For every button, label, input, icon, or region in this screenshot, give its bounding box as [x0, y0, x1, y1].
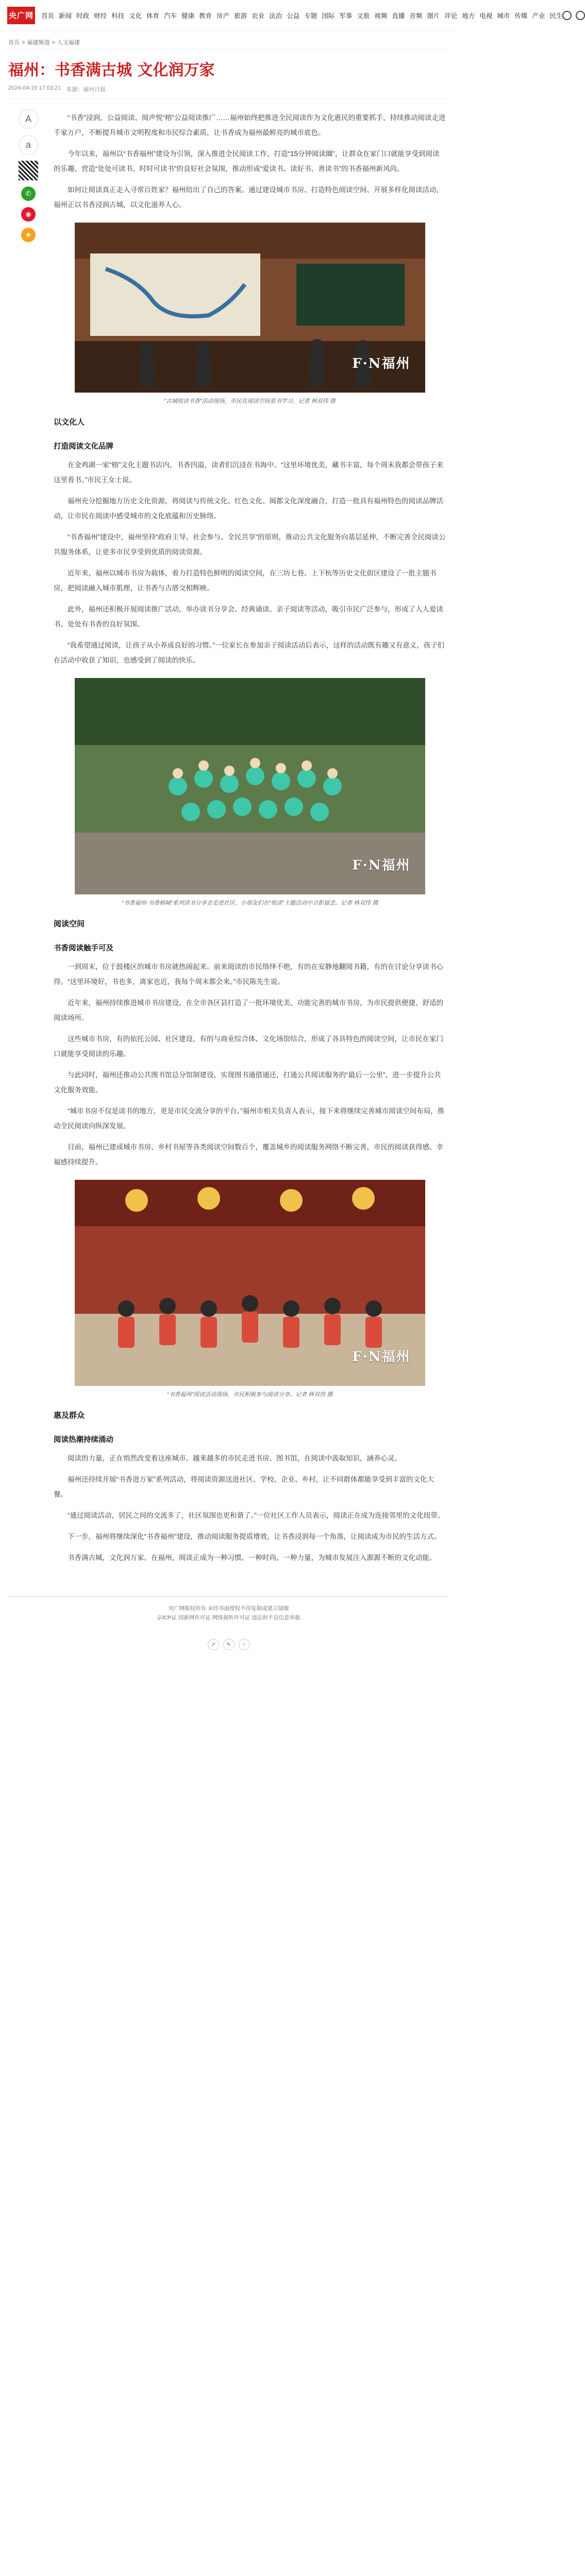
- site-header: [0, 0, 563, 31]
- nav-item[interactable]: 视频: [374, 12, 388, 20]
- nav-item[interactable]: 直播: [392, 12, 405, 20]
- article-paragraph: 福州还持续开展“书香进万家”系列活动，将阅读资源送进社区、学校、企业、乡村，让不同群体都能享受到丰富的文化大餐。: [54, 1476, 434, 1498]
- nav-item[interactable]: 地方: [462, 12, 475, 20]
- font-small-icon[interactable]: a: [19, 135, 38, 155]
- nav-item[interactable]: 图片: [427, 12, 440, 20]
- share-icon[interactable]: ↗: [208, 1639, 219, 1650]
- wechat-share-icon[interactable]: ✆: [21, 187, 36, 201]
- article-paragraph: 书香满古城，文化润万家。在福州，阅读正成为一种习惯、一种时尚、一种力量，为城市发展注入源源不断的文化动能。: [68, 1554, 437, 1562]
- nav-item[interactable]: 法治: [269, 12, 282, 20]
- bottom-share-bar: [8, 1630, 449, 1666]
- site-footer: [8, 1596, 449, 1630]
- nav-item[interactable]: 旅游: [234, 12, 247, 20]
- nav-item[interactable]: 评论: [444, 12, 458, 20]
- footer-copyright: 央广网版权所有 未经书面授权不得复制或建立镜像: [168, 1605, 289, 1612]
- article-paragraph: “书香”浸润，公益阅读、阅声悦“榕”公益阅读推广……福州始终把推进全民阅读作为文化惠民的重要抓手，持续推动阅读走进千家万户，不断提升城市文明程度和市民综合素质，让书香成为福州最鲜亮的城市底色。: [54, 114, 446, 137]
- nav-item[interactable]: 产业: [532, 12, 545, 20]
- article-photo-1: [75, 223, 425, 393]
- breadcrumb-item[interactable]: 福建频道: [27, 40, 50, 46]
- article-title: 福州：书香满古城 文化润万家: [8, 61, 215, 79]
- article-paragraph: 福州充分挖掘地方历史文化资源，将阅读与传统文化、红色文化、闽都文化深度融合，打造一批具有福州特色的阅读品牌活动，让市民在阅读中感受城市的文化底蕴和历史脉络。: [54, 497, 443, 520]
- nav-item[interactable]: 体育: [146, 12, 160, 20]
- article-date: 2024-04-19 17:03:21: [8, 85, 61, 91]
- nav-item[interactable]: 国际: [322, 12, 335, 20]
- main-nav: [41, 11, 562, 20]
- photo-caption-2: “书香福州·书香榕城”系列读书分享会走进社区，小朋友们在“悦读”主题活动中合影留念。记者 林双伟 摄: [121, 900, 378, 906]
- article-paragraph: “我希望通过阅读，让孩子从小养成良好的习惯。”一位家长在参加亲子阅读活动后表示，这样的活动既有趣又有意义，孩子们在活动中收获了知识，也感受到了阅读的快乐。: [54, 641, 445, 664]
- article-paragraph: 一到周末，位于鼓楼区的城市书房就热闹起来。前来阅读的市民络绎不绝，有的在安静地翻阅书籍，有的在讨论分享读书心得。“这里环境好，书也多，离家也近，我每个周末都会来。”市民陈先生说。: [54, 963, 443, 986]
- article-paragraph: 近年来，福州持续推进城市书房建设，在全市各区县打造了一批环境优美、功能完善的城市书房，为市民提供便捷、舒适的阅读场所。: [54, 999, 443, 1022]
- article-source: 福州日报: [83, 87, 106, 93]
- nav-item[interactable]: 文化: [129, 12, 142, 20]
- section-subhead-2: 书香阅读触手可及: [54, 944, 113, 953]
- section-title-2: 阅读空间: [54, 920, 85, 928]
- article-paragraph: 阅读的力量，正在悄然改变着这座城市。越来越多的市民走进书房、图书馆，在阅读中汲取知识，涵养心灵。: [68, 1454, 402, 1462]
- article-paragraph: “书香福州”建设中，福州坚持“政府主导、社会参与、全民共享”的原则，推动公共文化服务向基层延伸，不断完善全民阅读公共服务体系，让更多市民享受到优质的阅读资源。: [54, 533, 446, 556]
- site-logo[interactable]: [7, 7, 35, 24]
- section-subhead-1: 打造阅读文化品牌: [54, 443, 113, 451]
- section-title-3: 惠及群众: [54, 1411, 85, 1420]
- nav-item[interactable]: 文旅: [357, 12, 370, 20]
- nav-item[interactable]: 房产: [216, 12, 230, 20]
- nav-item[interactable]: 音频: [409, 12, 423, 20]
- weibo-share-icon[interactable]: ◉: [21, 207, 36, 222]
- photo-caption-1: “古城悦读书香”活动现场，市民在阅读空间看书学习。记者 林双伟 摄: [164, 398, 336, 404]
- breadcrumb-item[interactable]: 首页: [8, 40, 20, 46]
- article-paragraph: “通过阅读活动，居民之间的交流多了，社区氛围也更和谐了。”一位社区工作人员表示，阅读正在成为连接邻里的文化纽带。: [68, 1512, 445, 1519]
- nav-item[interactable]: 教育: [199, 12, 212, 20]
- nav-item[interactable]: 军事: [339, 12, 353, 20]
- top-icon[interactable]: ↑: [239, 1639, 250, 1650]
- article-photo-3: [75, 1180, 425, 1386]
- source-label: 来源：: [66, 87, 83, 93]
- photo-caption-3: “书香福州”阅读活动现场，市民积极参与阅读分享。记者 林双伟 摄: [166, 1392, 333, 1398]
- photo-watermark: F·N福州: [352, 1349, 411, 1365]
- share-sidebar: [8, 99, 48, 1565]
- article-paragraph: 目前，福州已建成城市书房、乡村书屋等各类阅读空间数百个，覆盖城乡的阅读服务网络不断完善，市民的阅读获得感、幸福感持续提升。: [54, 1143, 443, 1166]
- article-paragraph: 在金鸡湖一家“榕”文化主题书店内，书香四溢，读者们沉浸在书海中。“这里环境优美，藏书丰富，每个周末我都会带孩子来这里看书。”市民王女士说。: [54, 461, 443, 484]
- nav-item[interactable]: 科技: [111, 12, 125, 20]
- font-large-icon[interactable]: A: [19, 109, 38, 129]
- nav-item[interactable]: 城市: [497, 12, 510, 20]
- footer-license: 京ICP证 国新网许可证 网络视听许可证 违法和不良信息举报: [157, 1615, 300, 1621]
- qrcode-icon: [19, 161, 38, 180]
- photo-watermark: F·N福州: [352, 858, 411, 873]
- article-paragraph: 今年以来，福州以“书香福州”建设为引领，深入推进全民阅读工作，打造“15分钟阅读圈”，让群众在家门口就能享受到阅读的乐趣，营造“处处可读书、时时可读书”的良好社会氛围，推动形成“爱读书、读好书、善读书”的书香福州新风尚。: [54, 150, 440, 173]
- article-meta: [8, 85, 449, 93]
- article-paragraph: “城市书房不仅是读书的地方，更是市民交流分享的平台。”福州市相关负责人表示，接下来将继续完善城市阅读空间布局，推动全民阅读向纵深发展。: [54, 1107, 445, 1130]
- article-photo-2: [75, 678, 425, 894]
- photo-watermark: F·N福州: [352, 356, 411, 371]
- article-paragraph: 此外，福州还积极开展阅读推广活动，举办读书分享会、经典诵读、亲子阅读等活动，吸引市民广泛参与，形成了人人爱读书、处处有书香的良好氛围。: [54, 605, 443, 628]
- search-icon[interactable]: [562, 11, 572, 20]
- nav-item[interactable]: 农业: [252, 12, 265, 20]
- nav-item[interactable]: 电视: [479, 12, 493, 20]
- nav-item[interactable]: 公益: [287, 12, 300, 20]
- breadcrumb: [8, 31, 449, 49]
- comment-icon[interactable]: ✎: [223, 1639, 235, 1650]
- breadcrumb-item[interactable]: 人文福建: [57, 40, 80, 46]
- breadcrumb-separator: >: [22, 40, 25, 46]
- article-paragraph: 这些城市书房，有的依托公园、社区建设，有的与商业综合体、文化场馆结合，形成了各具特色的阅读空间，让市民在家门口就能享受阅读的乐趣。: [54, 1035, 443, 1058]
- qzone-share-icon[interactable]: ★: [21, 228, 36, 242]
- article-paragraph: 近年来，福州以城市书房为载体，着力打造特色鲜明的阅读空间，在三坊七巷、上下杭等历史文化街区建设了一批主题书房，把阅读融入城市肌理，让书香与古厝交相辉映。: [54, 569, 437, 592]
- breadcrumb-separator: >: [52, 40, 55, 46]
- user-icon[interactable]: [576, 11, 585, 20]
- logo-mark: 央广网: [7, 7, 35, 24]
- nav-item[interactable]: 专题: [304, 12, 317, 20]
- nav-item[interactable]: 汽车: [164, 12, 177, 20]
- article-paragraph: 与此同时，福州还推动公共图书馆总分馆制建设，实现图书通借通还，打通公共阅读服务的“最后一公里”，进一步提升公共文化服务效能。: [54, 1071, 441, 1094]
- section-title-1: 以文化人: [54, 418, 85, 427]
- nav-item[interactable]: 首页: [41, 12, 55, 20]
- nav-item[interactable]: 健康: [181, 12, 195, 20]
- nav-item[interactable]: 民生: [549, 12, 563, 20]
- article-paragraph: 下一步，福州将继续深化“书香福州”建设，推动阅读服务提质增效，让书香浸润每一个角落，让阅读成为市民的生活方式。: [68, 1533, 441, 1540]
- article-paragraph: 如何让阅读真正走入寻常百姓家？福州给出了自己的答案。通过建设城市书房、打造特色阅读空间、开展多样化阅读活动，福州正以书香浸润古城，以文化滋养人心。: [54, 186, 443, 209]
- nav-item[interactable]: 新闻: [59, 12, 72, 20]
- nav-item[interactable]: 传媒: [514, 12, 528, 20]
- nav-item[interactable]: 财经: [94, 12, 107, 20]
- article-body: [48, 99, 449, 1565]
- nav-item[interactable]: 时政: [76, 12, 90, 20]
- section-subhead-3: 阅读热潮持续涌动: [54, 1436, 113, 1444]
